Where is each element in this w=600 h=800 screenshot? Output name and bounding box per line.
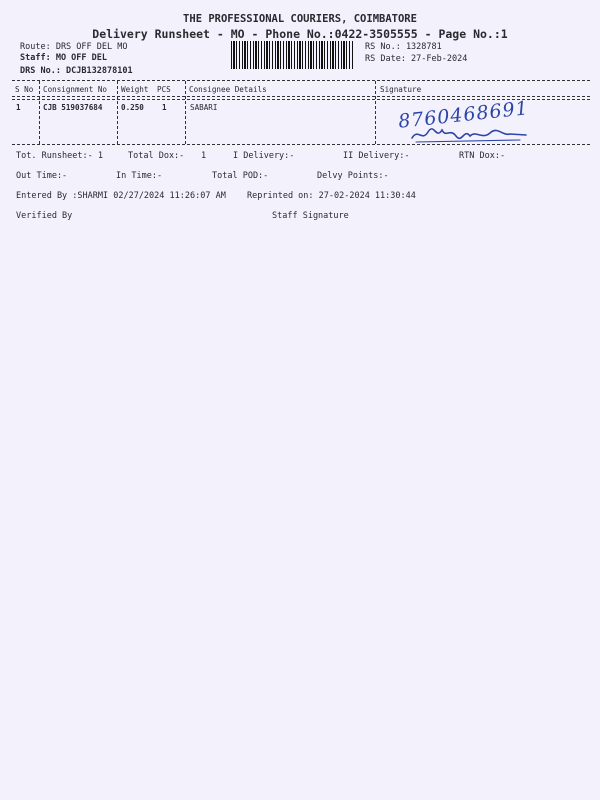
handwritten-phone: 8760468691 xyxy=(397,97,530,133)
col-header-signature: Signature xyxy=(380,85,422,94)
col-header-weight: Weight xyxy=(121,85,149,94)
total-dox-label: Total Dox:- xyxy=(128,151,185,161)
cell-weight: 0.250 xyxy=(121,103,144,112)
handwritten-signature xyxy=(410,124,530,146)
delvy-points: Delvy Points:- xyxy=(317,171,389,181)
staff-signature-label: Staff Signature xyxy=(272,211,349,221)
col-divider xyxy=(117,81,118,144)
cell-consignment: CJB 519037684 xyxy=(43,103,103,112)
total-dox-value: 1 xyxy=(201,151,207,161)
table-bottom-rule xyxy=(12,144,590,145)
cell-pcs: 1 xyxy=(162,103,167,112)
route-label: Route: DRS OFF DEL MO xyxy=(20,42,128,52)
header-bottom-rule xyxy=(12,96,590,97)
ii-delivery: II Delivery:- xyxy=(343,151,410,161)
total-pod: Total POD:- xyxy=(212,171,269,181)
col-header-pcs: PCS xyxy=(157,85,171,94)
rtn-dox: RTN Dox:- xyxy=(459,151,506,161)
cell-sno: 1 xyxy=(16,103,21,112)
i-delivery: I Delivery:- xyxy=(233,151,295,161)
cell-consignee: SABARI xyxy=(190,103,218,112)
tot-runsheet: Tot. Runsheet:- 1 xyxy=(16,151,103,161)
runsheet-subtitle: Delivery Runsheet - MO - Phone No.:0422-3505555 - Page No.:1 xyxy=(92,27,508,41)
barcode xyxy=(231,41,353,69)
col-header-sno: S No xyxy=(15,85,34,94)
drs-number: DRS No.: DCJB132878101 xyxy=(20,66,133,76)
rs-date: RS Date: 27-Feb-2024 xyxy=(365,54,468,64)
table-top-rule xyxy=(12,80,590,81)
col-divider xyxy=(39,81,40,144)
verified-by: Verified By xyxy=(16,211,73,221)
out-time: Out Time:- xyxy=(16,171,68,181)
company-title: THE PROFESSIONAL COURIERS, COIMBATORE xyxy=(183,13,417,25)
col-header-consignee: Consignee Details xyxy=(189,85,267,94)
staff-label: Staff: MO OFF DEL xyxy=(20,53,107,63)
rs-number: RS No.: 1328781 xyxy=(365,42,442,52)
col-divider xyxy=(185,81,186,144)
entered-by: Entered By :SHARMI 02/27/2024 11:26:07 AM xyxy=(16,191,226,201)
col-divider xyxy=(375,81,376,144)
in-time: In Time:- xyxy=(116,171,163,181)
reprinted-on: Reprinted on: 27-02-2024 11:30:44 xyxy=(247,191,416,201)
col-header-consignment: Consignment No xyxy=(43,85,108,94)
